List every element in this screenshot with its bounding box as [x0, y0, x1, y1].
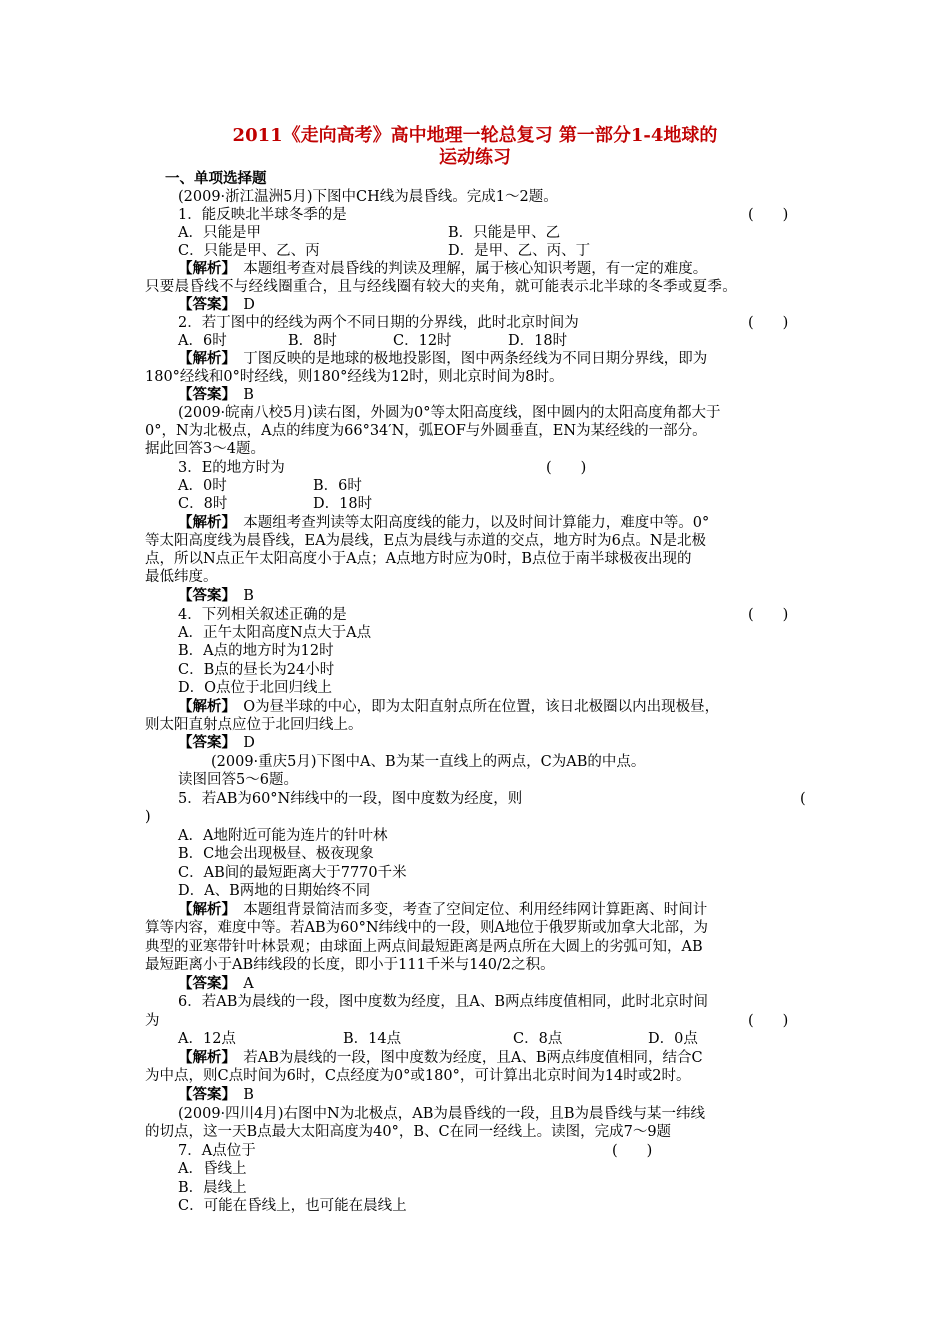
q4-analysis-line2: 则太阳直射点应位于北回归线上。 [145, 717, 363, 733]
answer-blank: ( ) [612, 1143, 653, 1159]
q6-option-a: A．12点 [178, 1031, 236, 1047]
answer-label: 【答案】 [178, 975, 229, 992]
answer-label: 【答案】 [178, 386, 229, 403]
q4-analysis-text: O为昼半球的中心，即为太阳直射点所在位置，该日北极圈以内出现极昼， [243, 699, 720, 715]
answer-blank: ( ) [748, 207, 789, 223]
q2-analysis-text: 丁图反映的是地球的极地投影图，图中两条经线为不同日期分界线，即为 [243, 351, 708, 367]
group-intro-3: (2009·重庆5月)下图中A、B为某一直线上的两点，C为AB的中点。 [211, 754, 646, 770]
q3-analysis-line4: 最低纬度。 [145, 569, 218, 585]
question-4-stem: 4．下列相关叙述正确的是 [178, 607, 347, 623]
q3-answer-value: B [243, 588, 254, 604]
q7-option-c: C．可能在昏线上，也可能在晨线上 [178, 1198, 407, 1214]
answer-blank: ( ) [546, 460, 587, 476]
q6-option-b: B．14点 [343, 1031, 402, 1047]
q6-option-d: D．0点 [648, 1031, 698, 1047]
q7-option-b: B．晨线上 [178, 1180, 247, 1196]
q4-option-d: D．O点位于北回归线上 [178, 680, 333, 696]
q4-answer-value: D [243, 735, 255, 751]
q5-analysis [178, 901, 707, 919]
question-6-stem: 6．若AB为晨线的一段，图中度数为经度，且A、B两点纬度值相同，此时北京时间 [178, 994, 708, 1010]
q3-analysis-text: 本题组考查判读等太阳高度线的能力，以及时间计算能力，难度中等。0° [243, 515, 710, 531]
q2-option-c: C．12时 [393, 333, 452, 349]
answer-blank-close: ) [145, 809, 151, 825]
q3-answer [178, 587, 254, 605]
q2-answer-value: B [243, 387, 254, 403]
q7-option-a: A．昏线上 [178, 1161, 247, 1177]
analysis-label: 【解析】 [178, 260, 229, 277]
answer-blank: ( ) [748, 315, 789, 331]
q5-analysis-text: 本题组背景简洁而多变，考查了空间定位、利用经纬网计算距离、时间计 [243, 902, 708, 918]
q2-option-b: B．8时 [288, 333, 337, 349]
q3-option-d: D．18时 [313, 496, 373, 512]
q4-answer [178, 734, 255, 752]
group-intro-2: (2009·皖南八校5月)读右图，外圆为0°等太阳高度线，图中圆内的太阳高度角都大于 [178, 405, 721, 421]
q4-option-b: B．A点的地方时为12时 [178, 643, 334, 659]
answer-blank: ( ) [748, 607, 789, 623]
q6-analysis [178, 1049, 703, 1067]
analysis-label: 【解析】 [178, 514, 229, 531]
q1-option-a: A．只能是甲 [178, 225, 261, 241]
q5-option-d: D．A、B两地的日期始终不同 [178, 883, 371, 899]
analysis-label: 【解析】 [178, 350, 229, 367]
q3-option-c: C．8时 [178, 496, 228, 512]
analysis-label: 【解析】 [178, 1049, 229, 1066]
q2-option-d: D．18时 [508, 333, 568, 349]
q5-option-c: C．AB间的最短距离大于7770千米 [178, 865, 407, 881]
group-intro-2-line3: 据此回答3～4题。 [145, 441, 265, 457]
q2-option-a: A．6时 [178, 333, 227, 349]
answer-blank: ( ) [748, 1013, 789, 1029]
q5-option-b: B．C地会出现极昼、极夜现象 [178, 846, 374, 862]
q5-analysis-line4: 最短距离小于AB纬线段的长度，即小于111千米与140/2之积。 [145, 957, 555, 973]
answer-label: 【答案】 [178, 734, 229, 751]
analysis-label: 【解析】 [178, 901, 229, 918]
answer-blank-open: ( [800, 791, 806, 807]
q4-analysis [178, 698, 719, 716]
q1-option-b: B．只能是甲、乙 [448, 225, 561, 241]
q1-analysis-line2: 只要晨昏线不与经线圈重合，且与经线圈有较大的夹角，就可能表示北半球的冬季或夏季。 [145, 279, 737, 295]
q6-analysis-line2: 为中点，则C点时间为6时，C点经度为0°或180°，可计算出北京时间为14时或2时。 [145, 1068, 691, 1084]
group-intro-3-line2: 读图回答5～6题。 [178, 772, 298, 788]
question-3-stem: 3．E的地方时为 [178, 460, 285, 476]
page-title-line2: 运动练习 [439, 147, 511, 168]
group-intro-4: (2009·四川4月)右图中N为北极点，AB为晨昏线的一段，且B为晨昏线与某一纬线 [178, 1106, 706, 1122]
q6-answer [178, 1086, 254, 1104]
answer-label: 【答案】 [178, 587, 229, 604]
q3-option-a: A．0时 [178, 478, 227, 494]
q1-option-c: C．只能是甲、乙、丙 [178, 243, 320, 259]
q3-analysis [178, 514, 709, 532]
answer-label: 【答案】 [178, 1086, 229, 1103]
section-heading: 一、单项选择题 [165, 170, 267, 187]
question-6-stem-line2: 为 [145, 1013, 160, 1029]
q3-option-b: B．6时 [313, 478, 362, 494]
question-5-stem: 5．若AB为60°N纬线中的一段，图中度数为经度，则 [178, 791, 523, 807]
question-1-stem: 1．能反映北半球冬季的是 [178, 207, 347, 223]
q5-analysis-line2: 算等内容，难度中等。若AB为60°N纬线中的一段，则A地位于俄罗斯或加拿大北部，为 [145, 920, 708, 936]
q2-analysis-line2: 180°经线和0°时经线，则180°经线为12时，则北京时间为8时。 [145, 369, 564, 385]
q5-answer [178, 975, 254, 993]
page-title: 2011《走向高考》高中地理一轮总复习 第一部分1-4地球的 [232, 125, 718, 146]
group-intro-2-line2: 0°，N为北极点，A点的纬度为66°34′N，弧EOF与外圆垂直，EN为某经线的一部分。 [145, 423, 707, 439]
q1-answer [178, 296, 255, 314]
q6-answer-value: B [243, 1087, 254, 1103]
analysis-label: 【解析】 [178, 698, 229, 715]
q2-analysis [178, 350, 707, 368]
answer-label: 【答案】 [178, 296, 229, 313]
q2-answer [178, 386, 254, 404]
q3-analysis-line2: 等太阳高度线为晨昏线，EA为晨线，E点为晨线与赤道的交点，地方时为6点。N是北极 [145, 533, 707, 549]
group-intro-1: (2009·浙江温洲5月)下图中CH线为晨昏线。完成1～2题。 [178, 189, 558, 205]
question-2-stem: 2．若丁图中的经线为两个不同日期的分界线，此时北京时间为 [178, 315, 579, 331]
q1-analysis [178, 260, 707, 278]
q4-option-a: A．正午太阳高度N点大于A点 [178, 625, 372, 641]
q1-answer-value: D [243, 297, 255, 313]
q4-option-c: C．B点的昼长为24小时 [178, 662, 335, 678]
q3-analysis-line3: 点，所以N点正午太阳高度小于A点；A点地方时应为0时，B点位于南半球极夜出现的 [145, 551, 692, 567]
question-7-stem: 7．A点位于 [178, 1143, 256, 1159]
q6-option-c: C．8点 [513, 1031, 563, 1047]
q5-option-a: A．A地附近可能为连片的针叶林 [178, 828, 388, 844]
q6-analysis-text: 若AB为晨线的一段，图中度数为经度，且A、B两点纬度值相同，结合C [243, 1050, 703, 1066]
q5-analysis-line3: 典型的亚寒带针叶林景观；由球面上两点间最短距离是两点所在大圆上的劣弧可知，AB [145, 939, 703, 955]
q1-analysis-text: 本题组考查对晨昏线的判读及理解，属于核心知识考题，有一定的难度。 [243, 261, 708, 277]
group-intro-4-line2: 的切点，这一天B点最大太阳高度为40°，B、C在同一经线上。读图，完成7～9题 [145, 1124, 672, 1140]
q1-option-d: D．是甲、乙、丙、丁 [448, 243, 591, 259]
q5-answer-value: A [243, 976, 254, 992]
